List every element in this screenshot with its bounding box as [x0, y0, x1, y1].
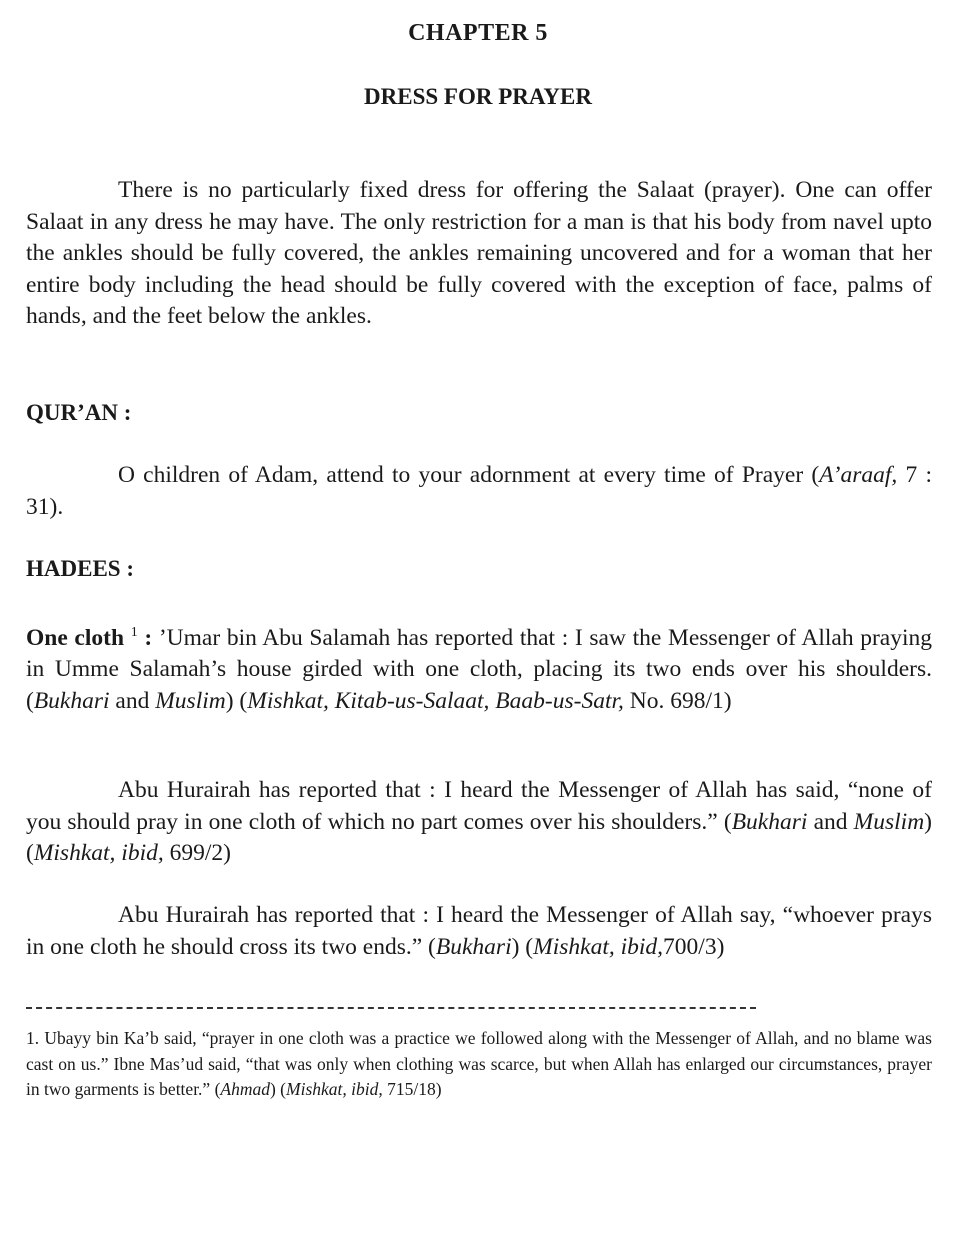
quran-ref-verse: 7 : 31).	[26, 462, 932, 520]
hadees-3-sep: ) (	[511, 933, 534, 960]
hadees-1-sep: ) (	[225, 687, 248, 714]
hadees-paragraph-3	[26, 900, 932, 963]
footnote	[26, 1026, 932, 1103]
hadees-1-source-1: Bukhari	[33, 687, 110, 714]
quran-ref-surah: A’araaf,	[819, 462, 898, 488]
hadees-2-and: and	[807, 808, 854, 835]
hadees-3-source-1: Bukhari	[435, 933, 512, 960]
hadees-3-source-2: Mishkat, ibid,	[533, 933, 664, 960]
footnote-ref: 715/18)	[382, 1079, 442, 1099]
hadees-2-source-2: Muslim	[853, 808, 925, 835]
quran-verse	[26, 460, 932, 523]
chapter-title: DRESS FOR PRAYER	[364, 84, 592, 109]
hadees-2-sep: ) (	[26, 808, 932, 866]
hadees-3-text: Abu Hurairah has reported that : I heard the Messenger of Allah say, “whoever prays in one cloth he should cross its two ends.” (	[26, 902, 932, 960]
intro-paragraph: There is no particularly fixed dress for offering the Salaat (prayer). One can offer Salaat in any dress he may have. The only restriction for a man is that his body from navel upto the ankles should be fully covered, the ankles remaining uncovered and for a woman that her entire body including the head should be fully covered with the exception of face, palms of hands, and the feet below the ankles.	[26, 177, 932, 329]
hadees-heading: HADEES :	[26, 556, 134, 581]
hadees-1-label: One cloth	[26, 624, 125, 651]
hadees-2-text: Abu Hurairah has reported that : I heard the Messenger of Allah has said, “none of you should pray in one cloth of which no part comes over his shoulders.” (	[26, 777, 932, 835]
chapter-number: CHAPTER 5	[408, 20, 548, 46]
hadees-2-ref: 699/2)	[163, 840, 231, 866]
hadees-1-colon: :	[137, 624, 159, 651]
hadees-1-source-3: Mishkat, Kitab-us-Salaat, Baab-us-Satr,	[247, 687, 624, 714]
footnote-source-2: Mishkat, ibid,	[286, 1079, 383, 1099]
hadees-1-ref: No. 698/1)	[623, 687, 732, 714]
hadees-3-ref: 700/3)	[663, 933, 725, 960]
hadees-2-source-1: Bukhari	[731, 808, 808, 835]
footnote-sep: ) (	[269, 1079, 287, 1099]
hadees-1-source-2: Muslim	[155, 687, 226, 714]
hadees-2-source-3: Mishkat, ibid,	[33, 840, 164, 866]
quran-heading: QUR’AN :	[26, 400, 132, 425]
footnote-source-1: Ahmad	[220, 1079, 270, 1099]
hadees-paragraph-2	[26, 775, 932, 870]
footnote-text: 1. Ubayy bin Ka’b said, “prayer in one cloth was a practice we followed along with the Messenger of Allah, and no blame was cast on us.” Ibne Mas’ud said, “that was only when clothing was scarce, but when Allah has enlarged our circumstances, prayer in two garments is better.” (	[26, 1028, 932, 1099]
hadees-1-text: ’Umar bin Abu Salamah has reported that : I saw the Messenger of Allah praying in Umme Salamah’s house girded with one cloth, placing its two ends over his shoulders. (	[26, 624, 933, 714]
footnote-ref: 1	[130, 625, 138, 640]
footnote-separator	[26, 1007, 756, 1009]
hadees-1-and: and	[109, 687, 156, 714]
hadees-paragraph-1	[26, 617, 932, 717]
quran-text: O children of Adam, attend to your adornment at every time of Prayer (	[118, 462, 820, 488]
